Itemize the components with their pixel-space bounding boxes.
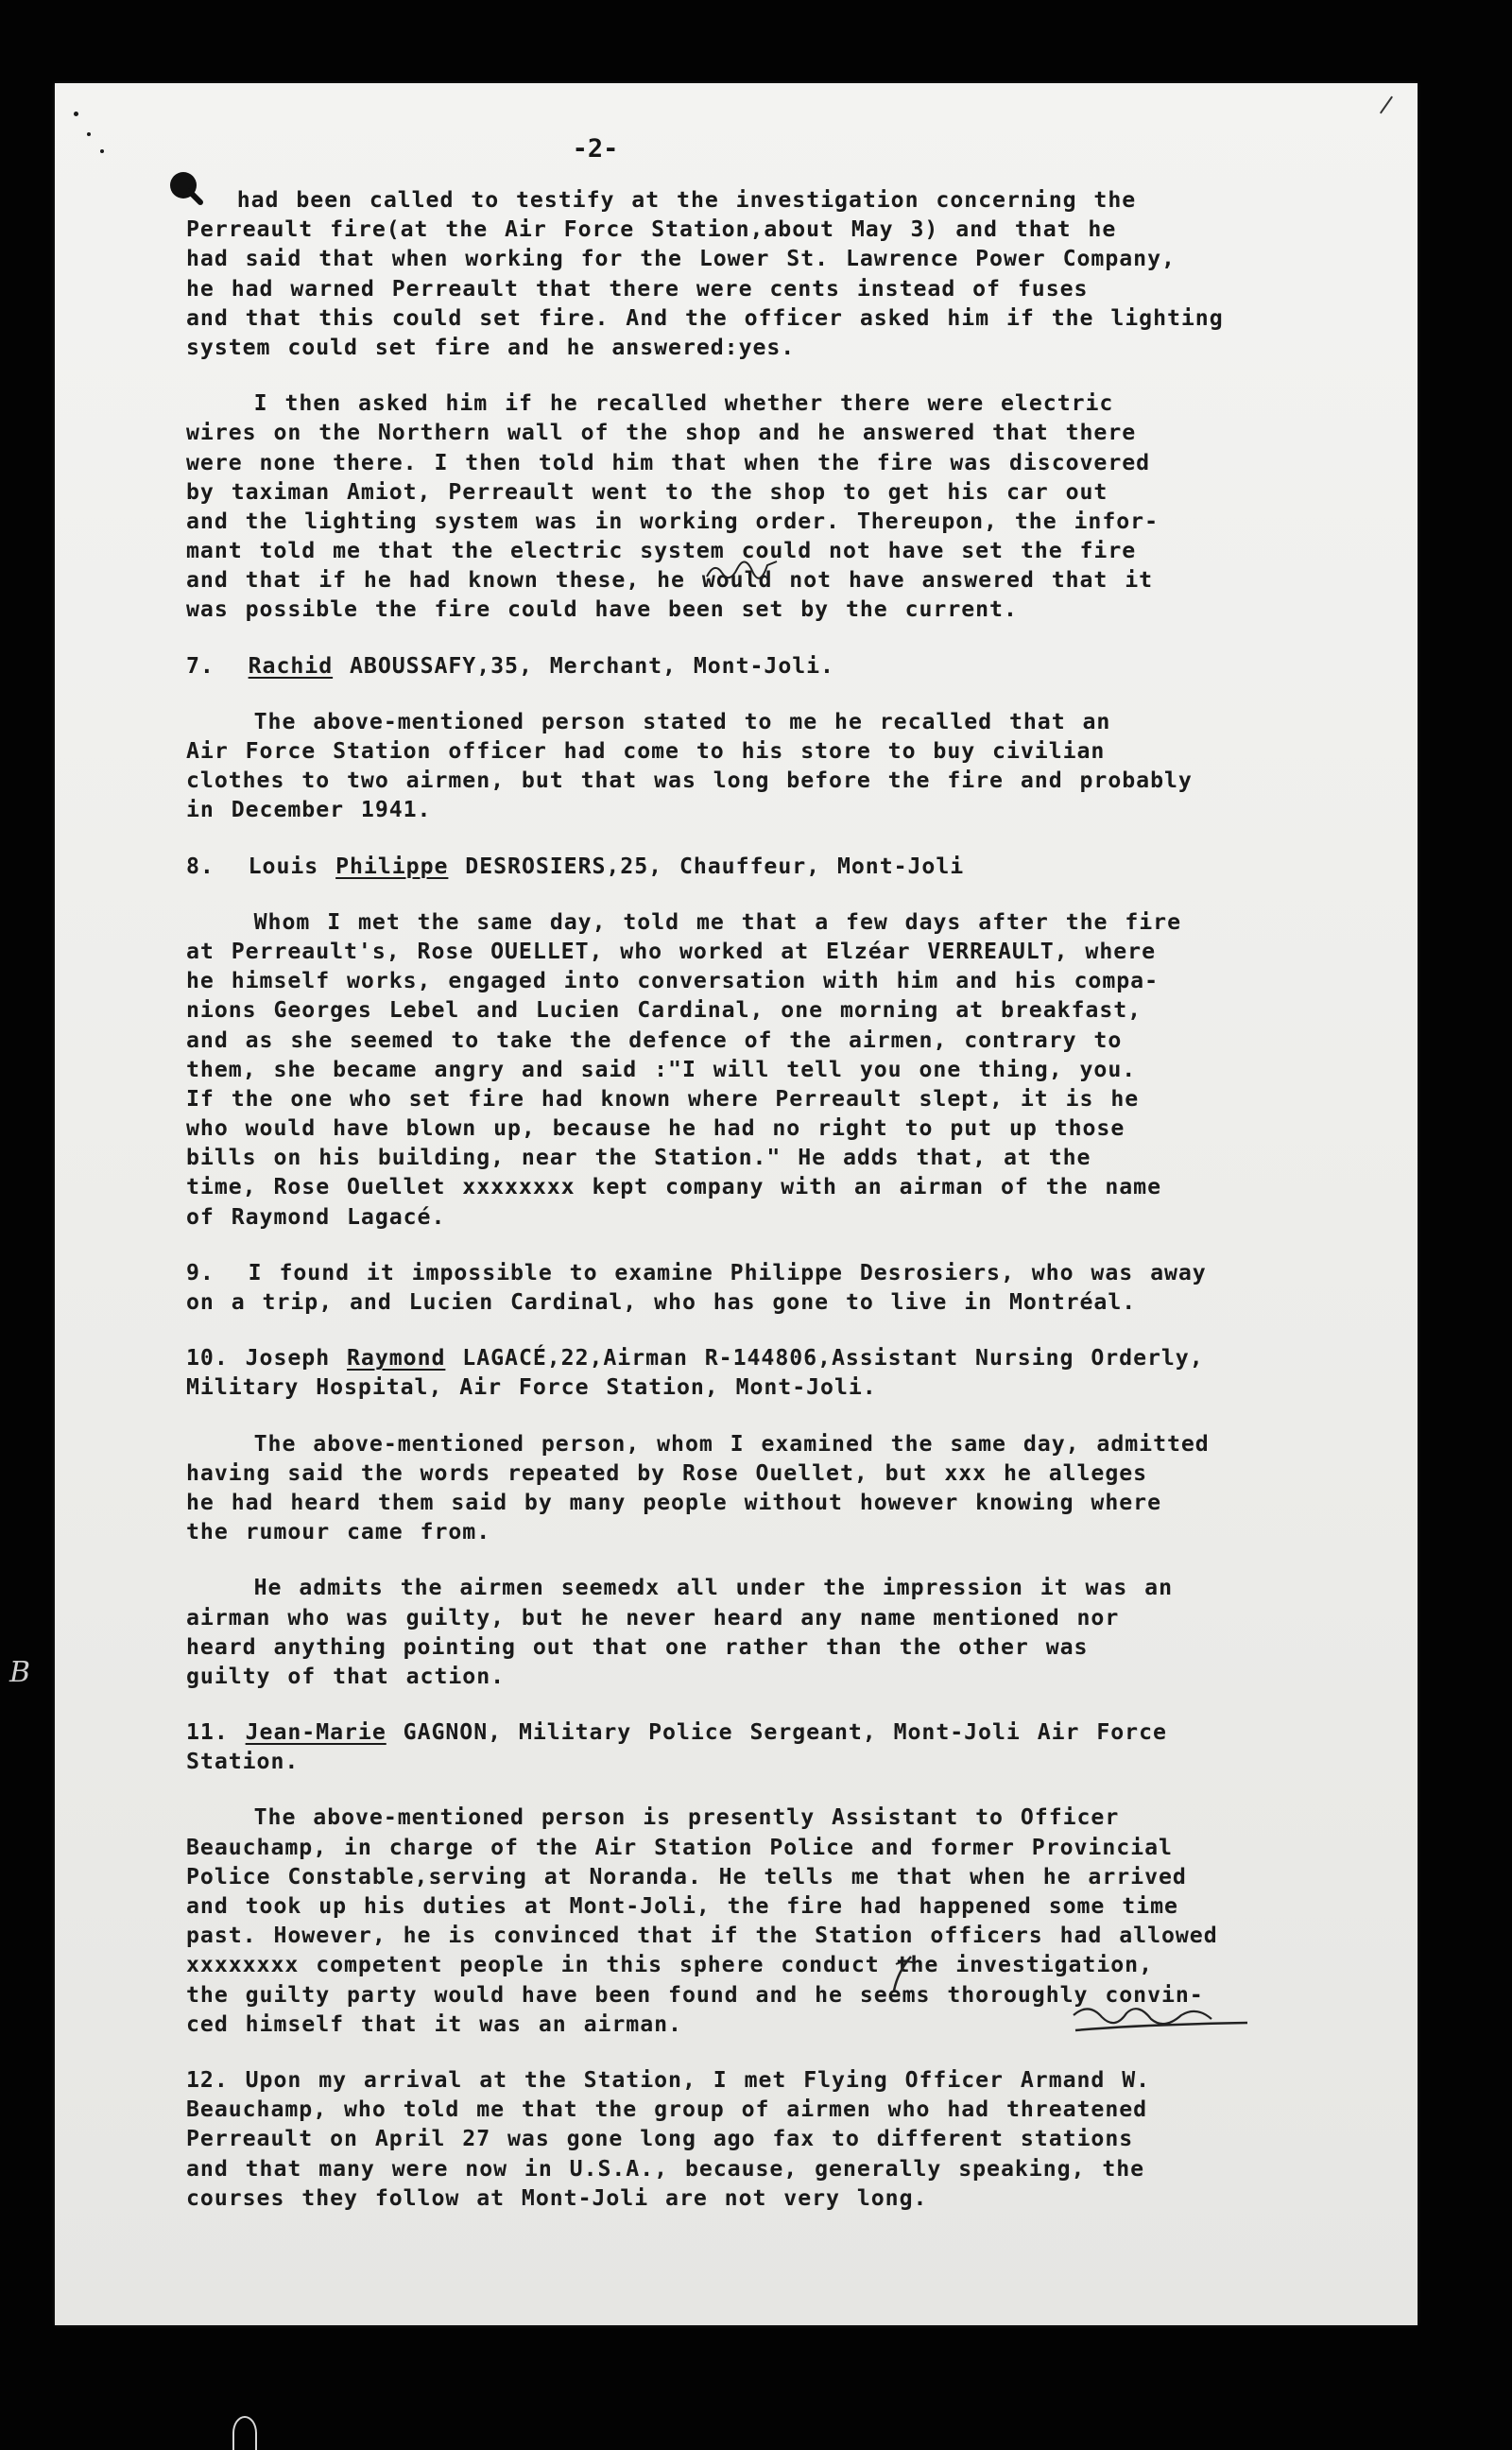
text-line: The above-mentioned person stated to me he recalled that an xyxy=(186,708,1111,734)
text-line: he had warned Perreault that there were cents instead of fuses xyxy=(186,275,1089,302)
heading-rest: GAGNON, Military Police Sergeant, Mont-Joli Air Force xyxy=(386,1719,1167,1746)
text-line: Police Constable,serving at Noranda. He tells me that when he arrived xyxy=(186,1863,1187,1889)
handwritten-annotation-thoroughly xyxy=(1070,1998,1259,2040)
heading-rest: ABOUSSAFY,35, Merchant, Mont-Joli. xyxy=(333,652,834,679)
heading-underlined-name: Philippe xyxy=(335,853,449,879)
text-line: at Perreault's, Rose OUELLET, who worked at Elzéar VERREAULT, where xyxy=(186,938,1156,964)
paragraph-p7 xyxy=(186,1258,1405,1317)
text-line: of Raymond Lagacé. xyxy=(186,1203,446,1230)
heading-rest: LAGACÉ,22,Airman R-144806,Assistant Nursing Orderly, xyxy=(445,1345,1204,1372)
heading-number: 11. xyxy=(186,1719,246,1746)
text-line: time, Rose Ouellet xxxxxxxx kept company with an airman of the name xyxy=(186,1174,1161,1200)
text-line: and the lighting system was in working order. Thereupon, the infor- xyxy=(186,508,1159,534)
speck xyxy=(87,132,91,136)
heading-line xyxy=(186,852,1405,881)
text-line: clothes to two airmen, but that was long before the fire and probably xyxy=(186,768,1193,794)
text-line: was possible the fire could have been set by the current. xyxy=(186,596,1018,623)
paragraph-p10 xyxy=(186,1573,1405,1691)
text-line: heard anything pointing out that one rather than the other was xyxy=(186,1633,1089,1660)
paragraph-p5 xyxy=(186,852,1405,881)
paragraph-p8 xyxy=(186,1343,1405,1402)
text-line: The above-mentioned person, whom I examined the same day, admitted xyxy=(186,1430,1210,1457)
text-line: bills on his building, near the Station." He adds that, at the xyxy=(186,1145,1091,1171)
bottom-edge-mark xyxy=(232,2416,257,2450)
text-line: he himself works, engaged into conversation with him and his compa- xyxy=(186,968,1159,994)
paragraph-gap xyxy=(186,1776,1405,1803)
text-line: and that if he had known these, he would not have answered that it xyxy=(186,567,1154,594)
text-line: were none there. I then told him that when the fire was discovered xyxy=(186,449,1151,475)
text-line: courses they follow at Mont-Joli are not very long. xyxy=(186,2184,928,2211)
paragraph-gap xyxy=(186,1403,1405,1429)
heading-line xyxy=(186,1717,1405,1747)
heading-underlined-name: Rachid xyxy=(248,652,334,679)
text-line: 9. I found it impossible to examine Philippe Desrosiers, who was away xyxy=(186,1259,1207,1285)
text-line: Beauchamp, in charge of the Air Station Police and former Provincial xyxy=(186,1834,1173,1860)
heading-line xyxy=(186,651,1405,681)
heading-number: 7. xyxy=(186,652,249,679)
text-line: in December 1941. xyxy=(186,797,432,823)
text-line: by taximan Amiot, Perreault went to the shop to get his car out xyxy=(186,478,1108,505)
text-line: xxxxxxxx competent people in this sphere conduct the investigation, xyxy=(186,1952,1153,1978)
text-line: If the one who set fire had known where Perreault slept, it is he xyxy=(186,1085,1140,1112)
text-line: on a trip, and Lucien Cardinal, who has gone to live in Montréal. xyxy=(186,1289,1137,1315)
heading-line: Military Hospital, Air Force Station, Mont-Joli. xyxy=(186,1374,877,1401)
heading-line xyxy=(186,1343,1405,1372)
text-line: Beauchamp, who told me that the group of airmen who had threatened xyxy=(186,2096,1148,2123)
paragraph-gap xyxy=(186,2039,1405,2065)
speck xyxy=(74,112,78,116)
text-line: airman who was guilty, but he never heard any name mentioned nor xyxy=(186,1604,1120,1630)
text-line: the guilty party would have been found and he seems thoroughly convin- xyxy=(186,1981,1204,2008)
heading-rest: DESROSIERS,25, Chauffeur, Mont-Joli xyxy=(448,853,965,879)
paragraph-p6 xyxy=(186,907,1405,1232)
text-line: system could set fire and he answered:yes. xyxy=(186,334,796,360)
paragraph-p11 xyxy=(186,1717,1405,1776)
heading-number: 8. Louis xyxy=(186,853,336,879)
text-line: Whom I met the same day, told me that a few days after the fire xyxy=(186,908,1181,935)
text-line: Air Force Station officer had come to his store to buy civilian xyxy=(186,738,1106,764)
heading-underlined-name: Jean-Marie xyxy=(245,1719,387,1746)
text-line: The above-mentioned person is presently Assistant to Officer xyxy=(186,1804,1120,1831)
text-line: had been called to testify at the investigation concerning the xyxy=(186,187,1137,213)
margin-mark: B xyxy=(9,1656,31,1689)
handwritten-slash xyxy=(888,1953,917,1998)
paragraph-gap xyxy=(186,1232,1405,1258)
paragraph-gap xyxy=(186,1317,1405,1343)
paragraph-p4 xyxy=(186,707,1405,825)
text-line: had said that when working for the Lower St. Lawrence Power Company, xyxy=(186,246,1176,272)
text-line: having said the words repeated by Rose Ouellet, but xxx he alleges xyxy=(186,1459,1148,1486)
paragraph-gap xyxy=(186,625,1405,651)
text-line: mant told me that the electric system could not have set the fire xyxy=(186,538,1137,564)
paragraph-gap xyxy=(186,362,1405,388)
heading-number: 10. Joseph xyxy=(186,1345,348,1372)
heading-underlined-name: Raymond xyxy=(347,1345,446,1372)
paragraph-p1 xyxy=(186,185,1405,362)
paragraph-p13 xyxy=(186,2065,1405,2213)
text-line: and took up his duties at Mont-Joli, the fire had happened some time xyxy=(186,1893,1178,1919)
text-line: past. However, he is convinced that if the Station officers had allowed xyxy=(186,1923,1218,1949)
speck xyxy=(100,149,104,153)
paragraph-gap xyxy=(186,681,1405,707)
text-line: wires on the Northern wall of the shop and he answered that there xyxy=(186,420,1137,446)
text-line: nions Georges Lebel and Lucien Cardinal, one morning at breakfast, xyxy=(186,997,1143,1024)
text-line: 12. Upon my arrival at the Station, I met Flying Officer Armand W. xyxy=(186,2066,1151,2093)
text-line: and as she seemed to take the defence of the airmen, contrary to xyxy=(186,1027,1123,1053)
text-line: and that many were now in U.S.A., because, generally speaking, the xyxy=(186,2155,1145,2182)
text-line: I then asked him if he recalled whether there were electric xyxy=(186,390,1114,417)
text-line: He admits the airmen seemedx all under the impression it was an xyxy=(186,1575,1173,1601)
paragraph-gap xyxy=(186,1546,1405,1573)
text-line: and that this could set fire. And the officer asked him if the lighting xyxy=(186,304,1224,331)
paragraph-gap xyxy=(186,881,1405,907)
text-line: guilty of that action. xyxy=(186,1663,506,1689)
text-line: ced himself that it was an airman. xyxy=(186,2010,682,2037)
text-line: the rumour came from. xyxy=(186,1519,491,1545)
paragraph-p2 xyxy=(186,388,1405,625)
paragraph-gap xyxy=(186,1691,1405,1717)
paragraph-p9 xyxy=(186,1429,1405,1547)
text-line: Perreault fire(at the Air Force Station,about May 3) and that he xyxy=(186,216,1117,243)
paragraph-gap xyxy=(186,825,1405,852)
text-line: them, she became angry and said :"I will tell you one thing, you. xyxy=(186,1056,1137,1082)
heading-line: Station. xyxy=(186,1749,300,1775)
text-line: he had heard them said by many people without however knowing where xyxy=(186,1489,1161,1515)
text-line: Perreault on April 27 was gone long ago fax to different stations xyxy=(186,2126,1134,2152)
page-number: -2- xyxy=(572,134,619,164)
handwritten-annotation-facts xyxy=(705,558,781,586)
paragraph-p3 xyxy=(186,651,1405,681)
document-body xyxy=(186,185,1405,2213)
text-line: who would have blown up, because he had no right to put up those xyxy=(186,1115,1125,1142)
